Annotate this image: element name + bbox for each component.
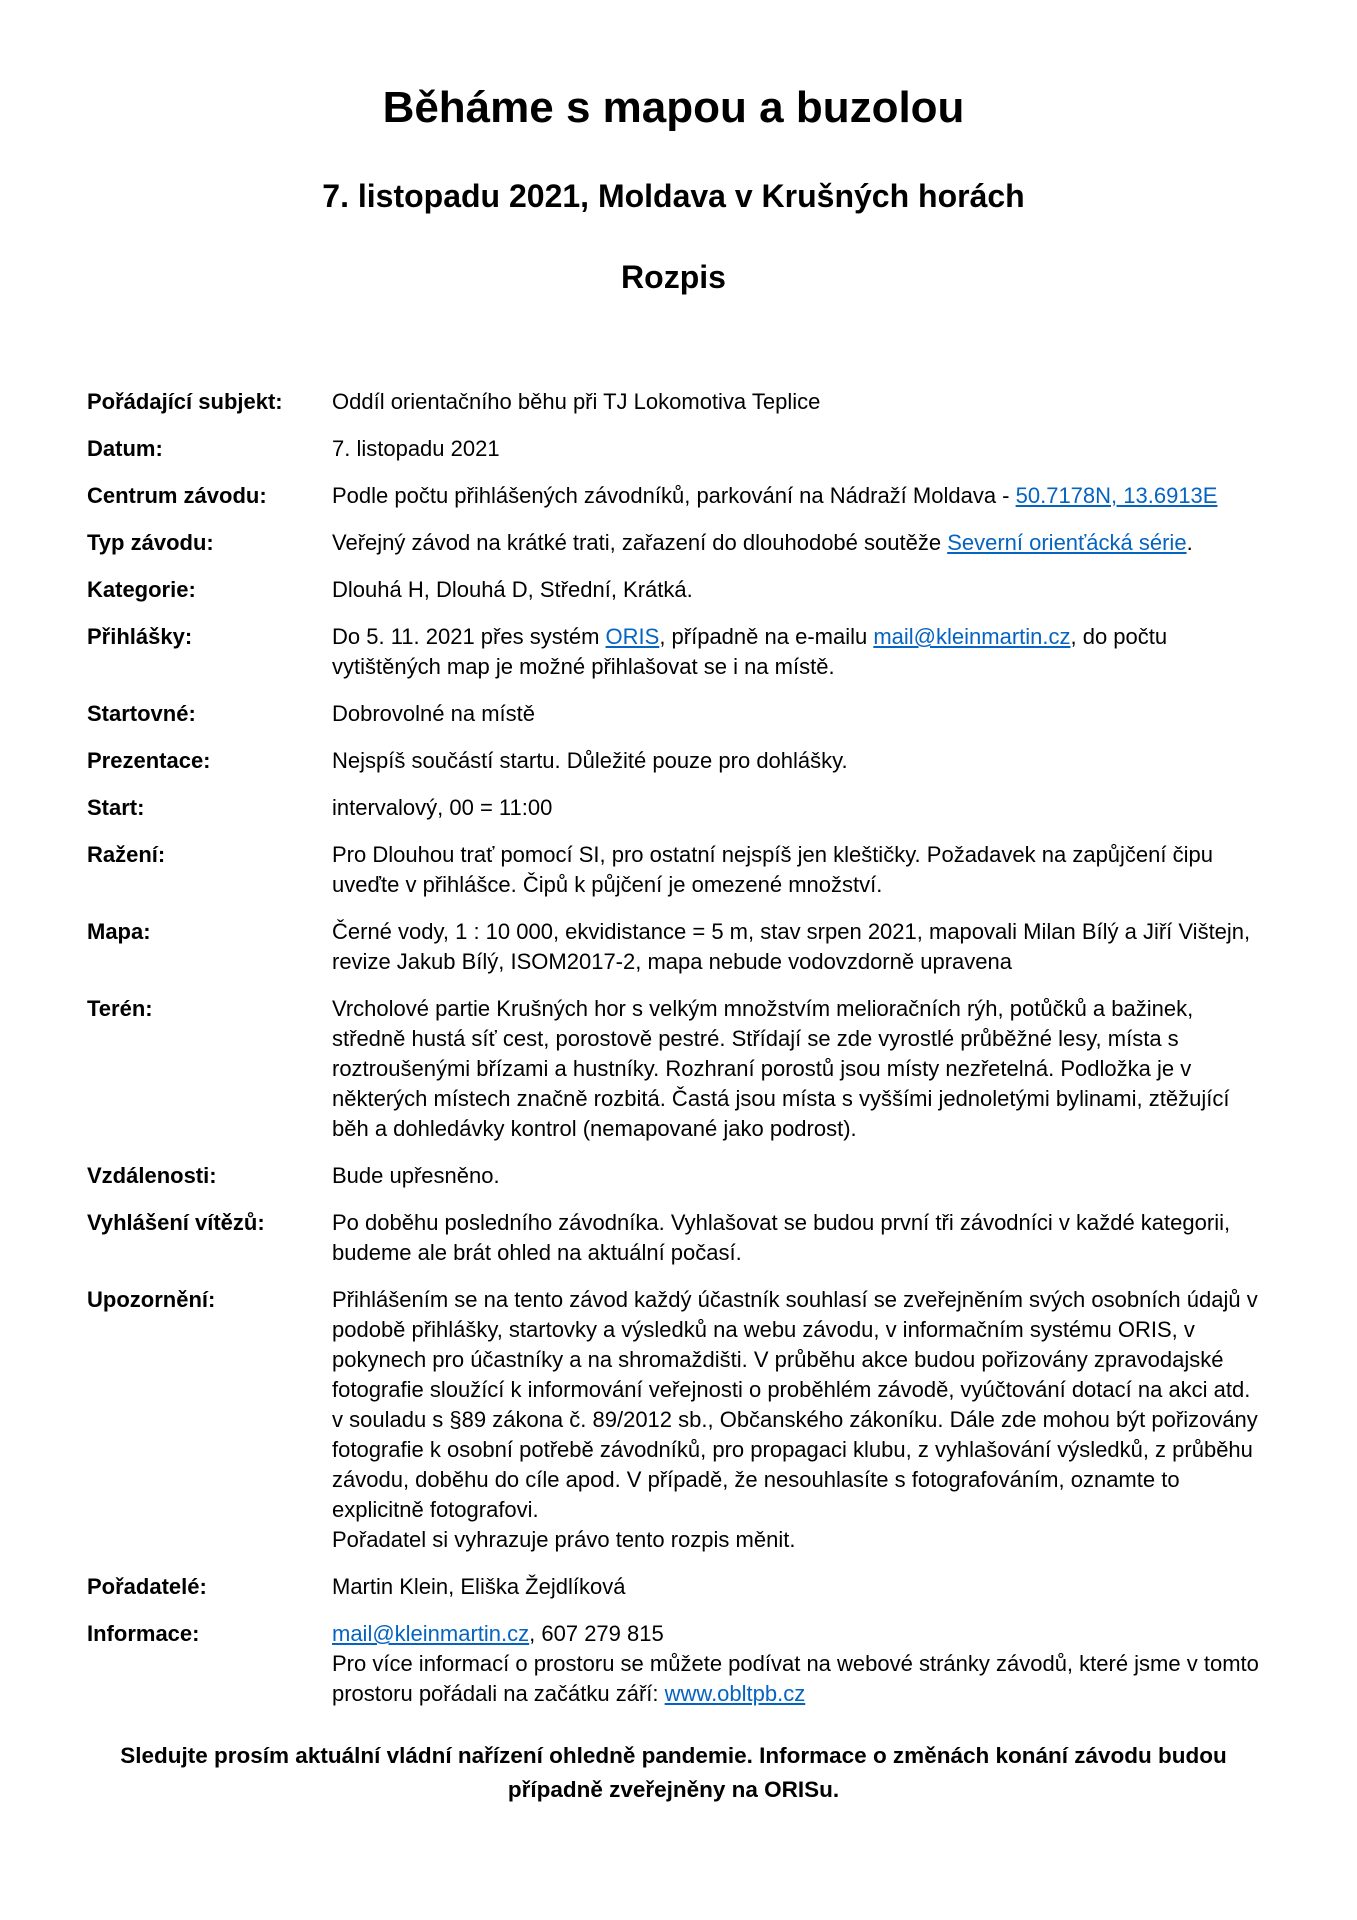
pandemic-notice: Sledujte prosím aktuální vládní nařízení ohledně pandemie. Informace o změnách konání závodu budou případně zveřejněny na ORISu. xyxy=(120,1743,1227,1802)
text-segment: . xyxy=(1186,530,1193,555)
value-paragraph xyxy=(332,746,1260,776)
row-value xyxy=(332,575,1260,605)
value-paragraph xyxy=(332,528,1260,558)
info-row xyxy=(87,1572,1260,1602)
value-paragraph xyxy=(332,575,1260,605)
info-row xyxy=(87,434,1260,464)
value-paragraph xyxy=(332,1649,1260,1709)
value-paragraph xyxy=(332,1572,1260,1602)
text-segment: Vrcholové partie Krušných hor s velkým množstvím melioračních rýh, potůčků a bažinek, středně hustá síť cest, porostově pestré. Střídají se zde vyrostlé průběžné lesy, místa s roztroušenými břízami a hustníky. Rozhraní porostů jsou místy nezřetelná. Podložka je v některých místech značně rozbitá. Častá jsou místa s vyššími jednoletými bylinami, ztěžující běh a dohledávky kontrol (nemapované jako podrost). xyxy=(332,996,1230,1141)
row-label: Informace: xyxy=(87,1621,200,1646)
info-rows xyxy=(87,387,1260,1709)
page-title: Běháme s mapou a buzolou xyxy=(382,83,965,132)
row-value xyxy=(332,1572,1260,1602)
text-segment: , 607 279 815 xyxy=(529,1621,664,1646)
oris-link[interactable]: ORIS xyxy=(605,624,660,649)
row-label: Prezentace: xyxy=(87,748,211,773)
row-label: Pořádající subjekt: xyxy=(87,389,283,414)
row-value xyxy=(332,1619,1260,1709)
value-paragraph xyxy=(332,622,1260,682)
text-segment: Pořadatel si vyhrazuje právo tento rozpis měnit. xyxy=(332,1527,796,1552)
text-segment: Bude upřesněno. xyxy=(332,1163,500,1188)
value-paragraph xyxy=(332,699,1260,729)
value-paragraph xyxy=(332,840,1260,900)
row-label: Start: xyxy=(87,795,145,820)
text-segment: Pro více informací o prostoru se můžete podívat na webové stránky závodů, které jsme v tomto prostoru pořádali na začátku září: xyxy=(332,1651,1259,1706)
value-paragraph xyxy=(332,1208,1260,1268)
text-segment: Dobrovolné na místě xyxy=(332,701,535,726)
email-link[interactable]: mail@kleinmartin.cz xyxy=(332,1621,530,1646)
info-row xyxy=(87,840,1260,900)
row-value xyxy=(332,434,1260,464)
value-paragraph xyxy=(332,1525,1260,1555)
info-row xyxy=(87,387,1260,417)
row-label: Centrum závodu: xyxy=(87,483,267,508)
row-label: Terén: xyxy=(87,996,153,1021)
value-paragraph xyxy=(332,793,1260,823)
event-date-location: 7. listopadu 2021, Moldava v Krušných horách xyxy=(322,178,1025,214)
row-label: Přihlášky: xyxy=(87,624,193,649)
row-value xyxy=(332,1285,1260,1555)
text-segment: Černé vody, 1 : 10 000, ekvidistance = 5 m, stav srpen 2021, mapovali Milan Bílý a Jiří Vištejn, revize Jakub Bílý, ISOM2017-2, mapa nebude vodovzdorně upravena xyxy=(332,919,1251,974)
info-row xyxy=(87,1619,1260,1709)
text-segment: , do počtu vytištěných map je možné přihlašovat se i na místě. xyxy=(332,624,1168,679)
text-segment: 7. listopadu 2021 xyxy=(332,436,500,461)
row-label: Mapa: xyxy=(87,919,151,944)
text-segment: Pro Dlouhou trať pomocí SI, pro ostatní nejspíš jen kleštičky. Požadavek na zapůjčení čipu uveďte v přihlášce. Čipů k půjčení je omezené množství. xyxy=(332,842,1213,897)
row-value xyxy=(332,994,1260,1144)
email-link[interactable]: mail@kleinmartin.cz xyxy=(873,624,1071,649)
value-paragraph xyxy=(332,434,1260,464)
info-row xyxy=(87,917,1260,977)
text-segment: Nejspíš součástí startu. Důležité pouze pro dohlášky. xyxy=(332,748,848,773)
info-row xyxy=(87,622,1260,682)
value-paragraph xyxy=(332,387,1260,417)
document-type-heading: Rozpis xyxy=(621,259,726,295)
text-segment: Oddíl orientačního běhu při TJ Lokomotiva Teplice xyxy=(332,389,821,414)
info-row xyxy=(87,528,1260,558)
row-value xyxy=(332,528,1260,558)
row-label: Startovné: xyxy=(87,701,196,726)
text-segment: Veřejný závod na krátké trati, zařazení do dlouhodobé soutěže xyxy=(332,530,948,555)
info-row xyxy=(87,1285,1260,1555)
row-label: Datum: xyxy=(87,436,163,461)
info-row xyxy=(87,481,1260,511)
text-segment: Přihlášením se na tento závod každý účastník souhlasí se zveřejněním svých osobních údajů v podobě přihlášky, startovky a výsledků na webu závodu, v informačním systému ORIS, v pokynech pro účastníky a na shromaždišti. V průběhu akce budou pořizovány zpravodajské fotografie sloužící k informování veřejnosti o proběhlém závodě, vyúčtování dotací na akci atd. v souladu s §89 zákona č. 89/2012 sb., Občanského zákoníku. Dále zde mohou být pořizovány fotografie k osobní potřebě závodníků, pro propagaci klubu, z vyhlašování výsledků, z průběhu závodu, doběhu do cíle apod. V případě, že nesouhlasíte s fotografováním, oznamte to explicitně fotografovi. xyxy=(332,1287,1258,1522)
row-label: Ražení: xyxy=(87,842,166,867)
row-value xyxy=(332,1161,1260,1191)
value-paragraph xyxy=(332,481,1260,511)
value-paragraph xyxy=(332,1619,1260,1649)
info-row xyxy=(87,793,1260,823)
text-segment: intervalový, 00 = 11:00 xyxy=(332,795,553,820)
row-value xyxy=(332,699,1260,729)
value-paragraph xyxy=(332,917,1260,977)
info-row xyxy=(87,1161,1260,1191)
value-paragraph xyxy=(332,1161,1260,1191)
row-value xyxy=(332,481,1260,511)
row-label: Pořadatelé: xyxy=(87,1574,207,1599)
row-value xyxy=(332,622,1260,682)
row-value xyxy=(332,1208,1260,1268)
row-label: Kategorie: xyxy=(87,577,196,602)
row-value xyxy=(332,793,1260,823)
value-paragraph xyxy=(332,994,1260,1144)
text-segment: Po doběhu posledního závodníka. Vyhlašovat se budou první tři závodníci v každé kategorii, budeme ale brát ohled na aktuální počasí. xyxy=(332,1210,1231,1265)
row-value xyxy=(332,917,1260,977)
text-segment: Martin Klein, Eliška Žejdlíková xyxy=(332,1574,626,1599)
row-label: Vzdálenosti: xyxy=(87,1163,217,1188)
info-row xyxy=(87,746,1260,776)
row-label: Vyhlášení vítězů: xyxy=(87,1210,265,1235)
row-value xyxy=(332,840,1260,900)
row-label: Upozornění: xyxy=(87,1287,216,1312)
coordinates-link[interactable]: 50.7178N, 13.6913E xyxy=(1015,483,1218,508)
info-row xyxy=(87,1208,1260,1268)
row-value xyxy=(332,387,1260,417)
info-row xyxy=(87,994,1260,1144)
row-value xyxy=(332,746,1260,776)
severni-orientacka-serie-link[interactable]: Severní orienťácká série xyxy=(947,530,1187,555)
text-segment: Dlouhá H, Dlouhá D, Střední, Krátká. xyxy=(332,577,693,602)
text-segment: Do 5. 11. 2021 přes systém xyxy=(332,624,606,649)
info-row xyxy=(87,699,1260,729)
info-row xyxy=(87,575,1260,605)
value-paragraph xyxy=(332,1285,1260,1525)
text-segment: , případně na e-mailu xyxy=(659,624,874,649)
row-label: Typ závodu: xyxy=(87,530,214,555)
text-segment: Podle počtu přihlášených závodníků, parkování na Nádraží Moldava - xyxy=(332,483,1016,508)
obltpb-link[interactable]: www.obltpb.cz xyxy=(664,1681,806,1706)
